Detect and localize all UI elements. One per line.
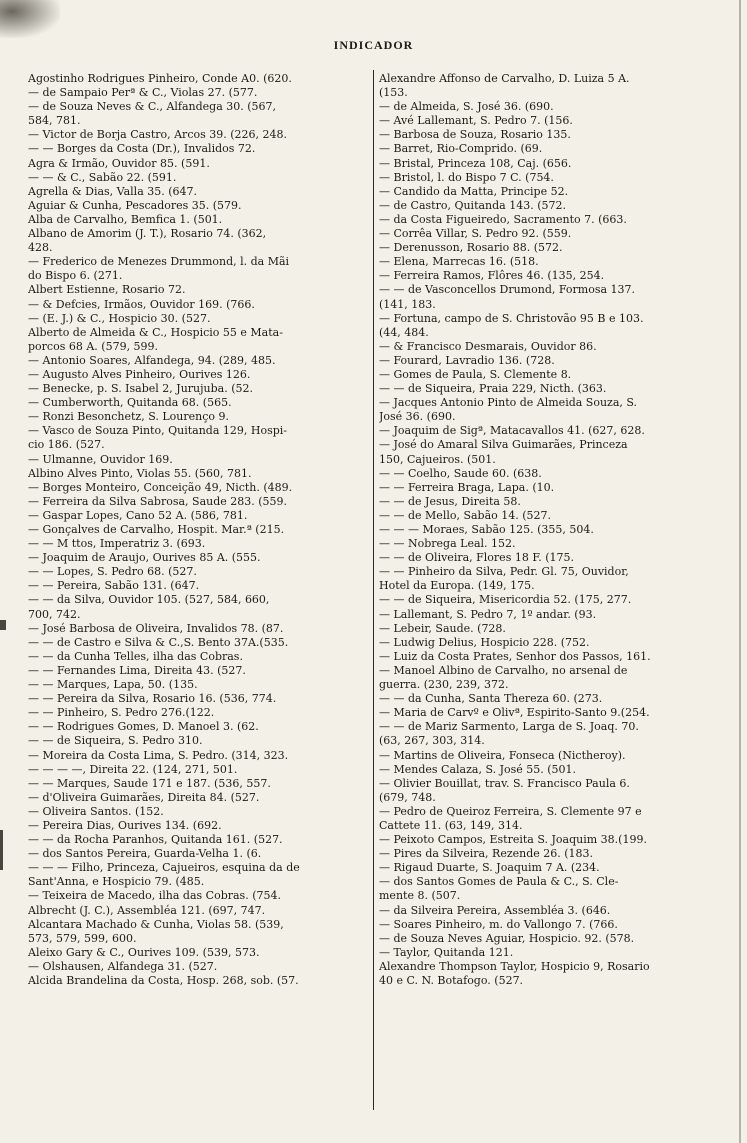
directory-entry: — Corrêa Villar, S. Pedro 92. (559.: [379, 227, 572, 241]
directory-entry: Hotel da Europa. (149, 175.: [379, 579, 535, 593]
directory-entry: Albrecht (J. C.), Assembléa 121. (697, 747.: [28, 903, 266, 917]
directory-entry: (44, 484.: [379, 325, 429, 339]
directory-entry: — — Fernandes Lima, Direita 43. (527.: [28, 663, 246, 677]
directory-entry: — dos Santos Pereira, Guarda-Velha 1. (6.: [28, 847, 262, 861]
directory-entry: — — da Silva, Ouvidor 105. (527, 584, 660,: [28, 593, 270, 607]
directory-entry: mente 8. (507.: [379, 889, 461, 903]
directory-entry: cio 186. (527.: [28, 438, 105, 452]
directory-entry: — Pereira Dias, Ourives 134. (692.: [28, 818, 222, 832]
directory-entry: — Rigaud Duarte, S. Joaquim 7 A. (234.: [379, 861, 600, 875]
directory-entry: — Joaquim de Araujo, Ourives 85 A. (555.: [28, 551, 261, 565]
directory-entry: Albino Alves Pinto, Violas 55. (560, 781.: [28, 466, 252, 480]
directory-entry: — da Silveira Pereira, Assembléa 3. (646.: [379, 903, 611, 917]
directory-entry: — Elena, Marrecas 16. (518.: [379, 255, 539, 269]
directory-entry: — Taylor, Quitanda 121.: [379, 945, 514, 959]
directory-entry: — Ferreira da Silva Sabrosa, Saude 283. (559.: [28, 494, 288, 508]
directory-entry: Aleixo Gary & C., Ourives 109. (539, 573.: [28, 945, 260, 959]
directory-entry: — (E. J.) & C., Hospicio 30. (527.: [28, 311, 211, 325]
directory-entry: 150, Cajueiros. (501.: [379, 452, 496, 466]
directory-entry: (63, 267, 303, 314.: [379, 734, 485, 748]
directory-entry: — & Francisco Desmarais, Ouvidor 86.: [379, 339, 597, 353]
directory-entry: porcos 68 A. (579, 599.: [28, 339, 159, 353]
directory-entry: — Fortuna, campo de S. Christovão 95 B e 103.: [379, 311, 644, 325]
scan-mark: [0, 830, 3, 870]
directory-entry: — Gonçalves de Carvalho, Hospit. Mar.ª (215.: [28, 523, 285, 536]
directory-entry: — — Ferreira Braga, Lapa. (10.: [379, 480, 555, 494]
directory-entry: Aguiar & Cunha, Pescadores 35. (579.: [28, 198, 242, 212]
directory-entry: — & Defcies, Irmãos, Ouvidor 169. (766.: [28, 297, 255, 311]
directory-entry: — — de Mariz Sarmento, Larga de S. Joaq. 70.: [379, 720, 639, 734]
directory-entry: — Martins de Oliveira, Fonseca (Nictheroy).: [379, 748, 626, 762]
directory-entry: — — Coelho, Saude 60. (638.: [379, 466, 542, 480]
directory-entry: — Avé Lallemant, S. Pedro 7. (156.: [379, 114, 573, 128]
directory-entry: (141, 183.: [379, 297, 436, 311]
directory-entry: — — de Oliveira, Flores 18 F. (175.: [379, 551, 575, 565]
directory-entry: — dos Santos Gomes de Paula & C., S. Cle-: [379, 875, 619, 889]
directory-entry: — Augusto Alves Pinheiro, Ourives 126.: [28, 367, 251, 381]
directory-entry: (679, 748.: [379, 790, 436, 804]
directory-entry: — — de Castro e Silva & C.,S. Bento 37A.(535.: [28, 635, 289, 649]
directory-entry: 700, 742.: [28, 607, 81, 621]
directory-entry: Cattete 11. (63, 149, 314.: [379, 818, 523, 832]
directory-entry: — de Sampaio Perª & C., Violas 27. (577.: [28, 86, 258, 100]
directory-entry: — de Souza Neves & C., Alfandega 30. (567,: [28, 100, 277, 114]
directory-entry: — Maria de Carvº e Olivª, Espirito-Santo 9.(254.: [379, 706, 650, 720]
directory-entry: José 36. (690.: [379, 410, 456, 424]
directory-entry: guerra. (230, 239, 372.: [379, 678, 509, 692]
directory-entry: Alberto de Almeida & C., Hospicio 55 e Mata-: [28, 325, 283, 339]
directory-entry: — — Pereira da Silva, Rosario 16. (536, 774.: [28, 692, 277, 706]
directory-entry: — Mendes Calaza, S. José 55. (501.: [379, 762, 577, 776]
directory-entry: — — Pereira, Sabão 131. (647.: [28, 579, 200, 593]
directory-entry: — — de Siqueira, Misericordia 52. (175, 277.: [379, 593, 632, 607]
directory-entry: — Lebeir, Saude. (728.: [379, 621, 506, 635]
directory-entry: — — Rodrigues Gomes, D. Manoel 3. (62.: [28, 720, 259, 734]
column-divider: [373, 70, 374, 1110]
directory-entry: — Candido da Matta, Principe 52.: [379, 184, 569, 198]
directory-entry: Agrella & Dias, Valla 35. (647.: [28, 184, 198, 198]
directory-entry: Alexandre Thompson Taylor, Hospicio 9, Rosario: [379, 959, 650, 973]
directory-entry: — Benecke, p. S. Isabel 2, Jurujuba. (52.: [28, 382, 254, 396]
directory-entry: — Pires da Silveira, Rezende 26. (183.: [379, 847, 594, 861]
directory-entry: — — da Cunha Telles, ilha das Cobras.: [28, 649, 243, 663]
directory-entry: — Ulmanne, Ouvidor 169.: [28, 452, 173, 466]
directory-entry: — Ferreira Ramos, Flôres 46. (135, 254.: [379, 269, 605, 283]
directory-entry: — Borges Monteiro, Conceição 49, Nicth. (489.: [28, 480, 293, 494]
directory-entry: — José Barbosa de Oliveira, Invalidos 78. (87.: [28, 621, 284, 635]
directory-entry: Agra & Irmão, Ouvidor 85. (591.: [28, 156, 210, 170]
directory-entry: Alcantara Machado & Cunha, Violas 58. (539,: [28, 917, 284, 931]
directory-entry: — de Castro, Quitanda 143. (572.: [379, 198, 567, 212]
directory-entry: — Joaquim de Sigª, Matacavallos 41. (627, 628.: [379, 424, 645, 438]
directory-entry: Alba de Carvalho, Bemfica 1. (501.: [28, 212, 223, 226]
directory-entry: — Luiz da Costa Prates, Senhor dos Passos, 161.: [379, 649, 651, 663]
directory-entry: — — & C., Sabão 22. (591.: [28, 170, 177, 184]
directory-entry: — Vasco de Souza Pinto, Quitanda 129, Hospi-: [28, 424, 287, 438]
directory-entry: (153.: [379, 86, 408, 100]
directory-entry: — — Borges da Costa (Dr.), Invalidos 72.: [28, 142, 256, 156]
directory-entry: — da Costa Figueiredo, Sacramento 7. (663.: [379, 212, 627, 226]
directory-entry: — Moreira da Costa Lima, S. Pedro. (314, 323.: [28, 748, 289, 762]
directory-entry: — Olshausen, Alfandega 31. (527.: [28, 959, 218, 973]
directory-entry: — — Lopes, S. Pedro 68. (527.: [28, 565, 197, 579]
directory-entry: — Peixoto Campos, Estreita S. Joaquim 38.(199.: [379, 833, 647, 847]
directory-entry: — José do Amaral Silva Guimarães, Princeza: [379, 438, 628, 452]
directory-entry: — Frederico de Menezes Drummond, l. da Mãi: [28, 255, 290, 269]
right-column: [379, 72, 724, 988]
directory-entry: — — de Vasconcellos Drumond, Formosa 137.: [379, 283, 636, 297]
directory-entry: Alexandre Affonso de Carvalho, D. Luiza 5 A.: [379, 72, 630, 85]
directory-entry: — Oliveira Santos. (152.: [28, 804, 164, 818]
directory-entry: — — de Siqueira, S. Pedro 310.: [28, 734, 203, 748]
directory-entry: — Bristal, Princeza 108, Caj. (656.: [379, 156, 572, 170]
directory-entry: — Ronzi Besonchetz, S. Lourenço 9.: [28, 410, 229, 424]
directory-entry: — Derenusson, Rosario 88. (572.: [379, 241, 563, 255]
page-edge-rule: [739, 0, 741, 1143]
directory-entry: — Gomes de Paula, S. Clemente 8.: [379, 367, 572, 381]
directory-entry: — — de Siqueira, Praia 229, Nicth. (363.: [379, 382, 607, 396]
directory-entry: — — M ttos, Imperatriz 3. (693.: [28, 537, 206, 551]
directory-entry: Alcida Brandelina da Costa, Hosp. 268, sob. (57.: [28, 974, 299, 987]
directory-entry: — — de Mello, Sabão 14. (527.: [379, 508, 552, 522]
directory-entry: — Gaspar Lopes, Cano 52 A. (586, 781.: [28, 508, 248, 522]
directory-entry: — Barret, Rio-Comprido. (69.: [379, 142, 543, 156]
directory-entry: Agostinho Rodrigues Pinheiro, Conde A0. (620.: [28, 72, 292, 85]
directory-entry: — Antonio Soares, Alfandega, 94. (289, 485.: [28, 353, 276, 367]
left-column: [28, 72, 373, 988]
directory-entry: — Ludwig Delius, Hospicio 228. (752.: [379, 635, 590, 649]
directory-entry: — Olivier Bouillat, trav. S. Francisco Paula 6.: [379, 776, 630, 790]
directory-entry: — Fourard, Lavradio 136. (728.: [379, 353, 555, 367]
directory-entry: — d'Oliveira Guimarães, Direita 84. (527.: [28, 790, 260, 804]
directory-entry: — — — Filho, Princeza, Cajueiros, esquina da de: [28, 861, 300, 875]
directory-entry: — — Marques, Saude 171 e 187. (536, 557.: [28, 776, 271, 790]
directory-entry: — de Almeida, S. José 36. (690.: [379, 100, 554, 114]
directory-entry: — Victor de Borja Castro, Arcos 39. (226, 248.: [28, 128, 288, 142]
directory-entry: — — Marques, Lapa, 50. (135.: [28, 678, 198, 692]
directory-entry: 573, 579, 599, 600.: [28, 931, 137, 945]
directory-entry: — — Pinheiro, S. Pedro 276.(122.: [28, 706, 215, 720]
directory-entry: — Manoel Albino de Carvalho, no arsenal de: [379, 663, 628, 677]
directory-entry: — — — —, Direita 22. (124, 271, 501.: [28, 762, 238, 776]
directory-entry: — Lallemant, S. Pedro 7, 1º andar. (93.: [379, 607, 597, 621]
directory-entry: — Soares Pinheiro, m. do Vallongo 7. (766.: [379, 917, 618, 931]
directory-entry: — Teixeira de Macedo, ilha das Cobras. (754.: [28, 889, 281, 903]
directory-entry: — Barbosa de Souza, Rosario 135.: [379, 128, 571, 142]
directory-entry: — — de Jesus, Direita 58.: [379, 494, 521, 508]
directory-entry: — — da Rocha Paranhos, Quitanda 161. (527.: [28, 833, 283, 847]
directory-entry: Sant'Anna, e Hospicio 79. (485.: [28, 875, 205, 889]
directory-entry: 40 e C. N. Botafogo. (527.: [379, 974, 524, 987]
directory-entry: Albano de Amorim (J. T.), Rosario 74. (362,: [28, 227, 267, 241]
directory-entry: 428.: [28, 241, 53, 255]
directory-entry: — — — Moraes, Sabão 125. (355, 504.: [379, 523, 594, 536]
directory-entry: — — Nobrega Leal. 152.: [379, 537, 516, 551]
directory-entry: 584, 781.: [28, 114, 81, 128]
scan-smudge: [0, 0, 60, 38]
directory-entry: — de Souza Neves Aguiar, Hospicio. 92. (578.: [379, 931, 635, 945]
directory-entry: Albert Estienne, Rosario 72.: [28, 283, 186, 297]
directory-entry: — Jacques Antonio Pinto de Almeida Souza, S.: [379, 396, 638, 410]
scan-mark: [0, 620, 6, 630]
directory-entry: do Bispo 6. (271.: [28, 269, 123, 283]
directory-entry: — Pedro de Queiroz Ferreira, S. Clemente 97 e: [379, 804, 642, 818]
directory-entry: — Bristol, l. do Bispo 7 C. (754.: [379, 170, 554, 184]
page-title: INDICADOR: [333, 38, 414, 52]
directory-entry: — — Pinheiro da Silva, Pedr. Gl. 75, Ouvidor,: [379, 565, 629, 579]
directory-entry: — — da Cunha, Santa Thereza 60. (273.: [379, 692, 603, 706]
directory-entry: — Cumberworth, Quitanda 68. (565.: [28, 396, 232, 410]
